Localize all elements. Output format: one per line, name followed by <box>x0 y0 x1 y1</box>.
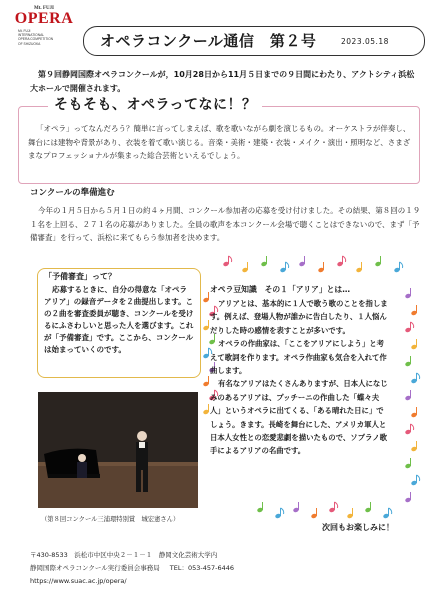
music-note-icon <box>411 441 418 452</box>
music-note-icon <box>405 356 412 367</box>
issue-date: 2023.05.18 <box>341 37 389 46</box>
music-note-icon <box>257 502 264 513</box>
footer-organization-line <box>30 562 234 575</box>
music-note-icon <box>318 262 325 273</box>
music-note-icon <box>337 256 346 267</box>
footer-url[interactable]: https://www.suac.ac.jp/opera/ <box>30 577 127 585</box>
music-note-icon <box>375 256 382 267</box>
preliminary-review-title: 「予備審査」って？ <box>44 272 116 281</box>
preparation-heading: コンクールの準備進む <box>30 188 115 198</box>
footer-address: 〒430-8533 浜松市中区中央２－１－１ 静岡文化芸術大学内 <box>30 551 218 559</box>
logo-supertitle: Mt. FUJI <box>34 6 54 11</box>
music-note-icon <box>411 407 418 418</box>
music-note-icon <box>311 508 318 519</box>
newsletter-title: オペラコンクール通信 第２号 <box>100 32 317 50</box>
music-note-icon <box>411 339 418 350</box>
music-note-icon <box>405 390 412 401</box>
footer-contact <box>30 549 234 588</box>
music-note-icon <box>203 404 210 415</box>
aria-paragraph-3: 有名なアリアはたくさんありますが、日本人になじみのあるアリアは、プッチーニの作曲した「蝶々夫人」というオペラに出てくる、「ある晴れた日に」でしょう。きます。長崎を舞台にした、アメリカ軍人と日本人女性との恋愛悲劇を描いたもので、ソプラノ歌手によるアリアの名曲です。 <box>210 379 388 456</box>
music-note-icon <box>280 262 289 273</box>
music-note-icon <box>411 475 420 486</box>
music-note-icon <box>383 508 392 519</box>
preliminary-review-body: 応募するときに、自分の得意な「オペラアリア」の録音データを２曲提出します。この２曲を審査委員が聴き、コンクールを受けるにふさわしいと思った人を選びます。これが「予備審査」です。ここから、コンクールは始まっていくのです。 <box>44 285 194 354</box>
music-note-icon <box>329 502 338 513</box>
competition-logo <box>10 6 78 68</box>
music-note-icon <box>223 256 232 267</box>
concert-photo <box>38 392 198 508</box>
music-note-icon <box>411 373 420 384</box>
music-note-icon <box>405 492 412 503</box>
music-note-icon <box>365 502 372 513</box>
music-note-icon <box>405 322 414 333</box>
what-is-opera-body: 「オペラ」ってなんだろう？簡単に言ってしまえば、歌を歌いながら劇を演じるもの。オーケストラが伴奏し、舞台には建物や背景があり、衣装を着て歌い演じる。音楽・美術・建築・衣装・メイク・演出・照明など、さまざまなプロフェッショナルが集まった総合芸術といえるでしょう。 <box>28 124 411 160</box>
intro-paragraph: 第９回静岡国際オペラコンクールが，10月28日から11月５日までの９日間にわたり、アクトシティ浜松大ホールで開催されます。 <box>30 70 415 93</box>
music-note-icon <box>242 262 249 273</box>
music-note-icon <box>347 508 354 519</box>
logo-main-text: OPERA <box>14 10 74 27</box>
stage-image <box>38 392 198 508</box>
footer-telephone: TEL：053-457-6446 <box>169 564 234 572</box>
music-note-icon <box>203 292 210 303</box>
music-note-icon <box>203 376 210 387</box>
footer-organization: 静岡国際オペラコンクール実行委員会事務局 <box>30 564 160 572</box>
music-note-icon <box>299 256 306 267</box>
aria-paragraph-1: アリアとは、基本的に１人で歌う歌のことを指します。例えば、登場人物が誰かに告白したり、１人悩んだりした時の感情を表すことが多いです。 <box>210 299 388 335</box>
aria-trivia-title: オペラ豆知識 その１「アリア」とは… <box>210 285 351 294</box>
music-note-icon <box>203 320 210 331</box>
next-issue-note: 次回もお楽しみに！ <box>322 523 394 532</box>
music-note-icon <box>411 305 418 316</box>
music-note-icon <box>405 288 412 299</box>
logo-subtitle: Mt. FUJI INTERNATIONAL OPERA COMPETITION OF SHIZUOKA <box>18 29 54 46</box>
aria-trivia-body <box>210 297 388 458</box>
music-note-icon <box>394 262 403 273</box>
music-note-icon <box>293 502 300 513</box>
music-note-icon <box>261 256 268 267</box>
music-note-icon <box>405 458 412 469</box>
music-note-icon <box>405 424 414 435</box>
music-note-icon <box>356 262 363 273</box>
what-is-opera-heading: そもそも、オペラってなに！？ <box>48 94 262 114</box>
music-note-icon <box>275 508 284 519</box>
photo-caption: （第８回コンクール三浦環特別賞 城宏憲さん） <box>41 516 180 523</box>
preparation-body: 今年の１月５日から５月１日の約４ヶ月間、コンクール参加者の応募を受け付けました。その結果、第８回の１９１名を上回る、２７１名の応募がありました。全員の歌声を本コンクール会場で聴くことはできないので、まず「予備審査」を行って、浜松に来てもらう参加者を決めます。 <box>30 206 421 242</box>
aria-paragraph-2: オペラの作曲家は、「ここをアリアにしよう」と考えて歌詞を作ります。オペラ作曲家も気合を入れて作曲します。 <box>210 339 387 376</box>
